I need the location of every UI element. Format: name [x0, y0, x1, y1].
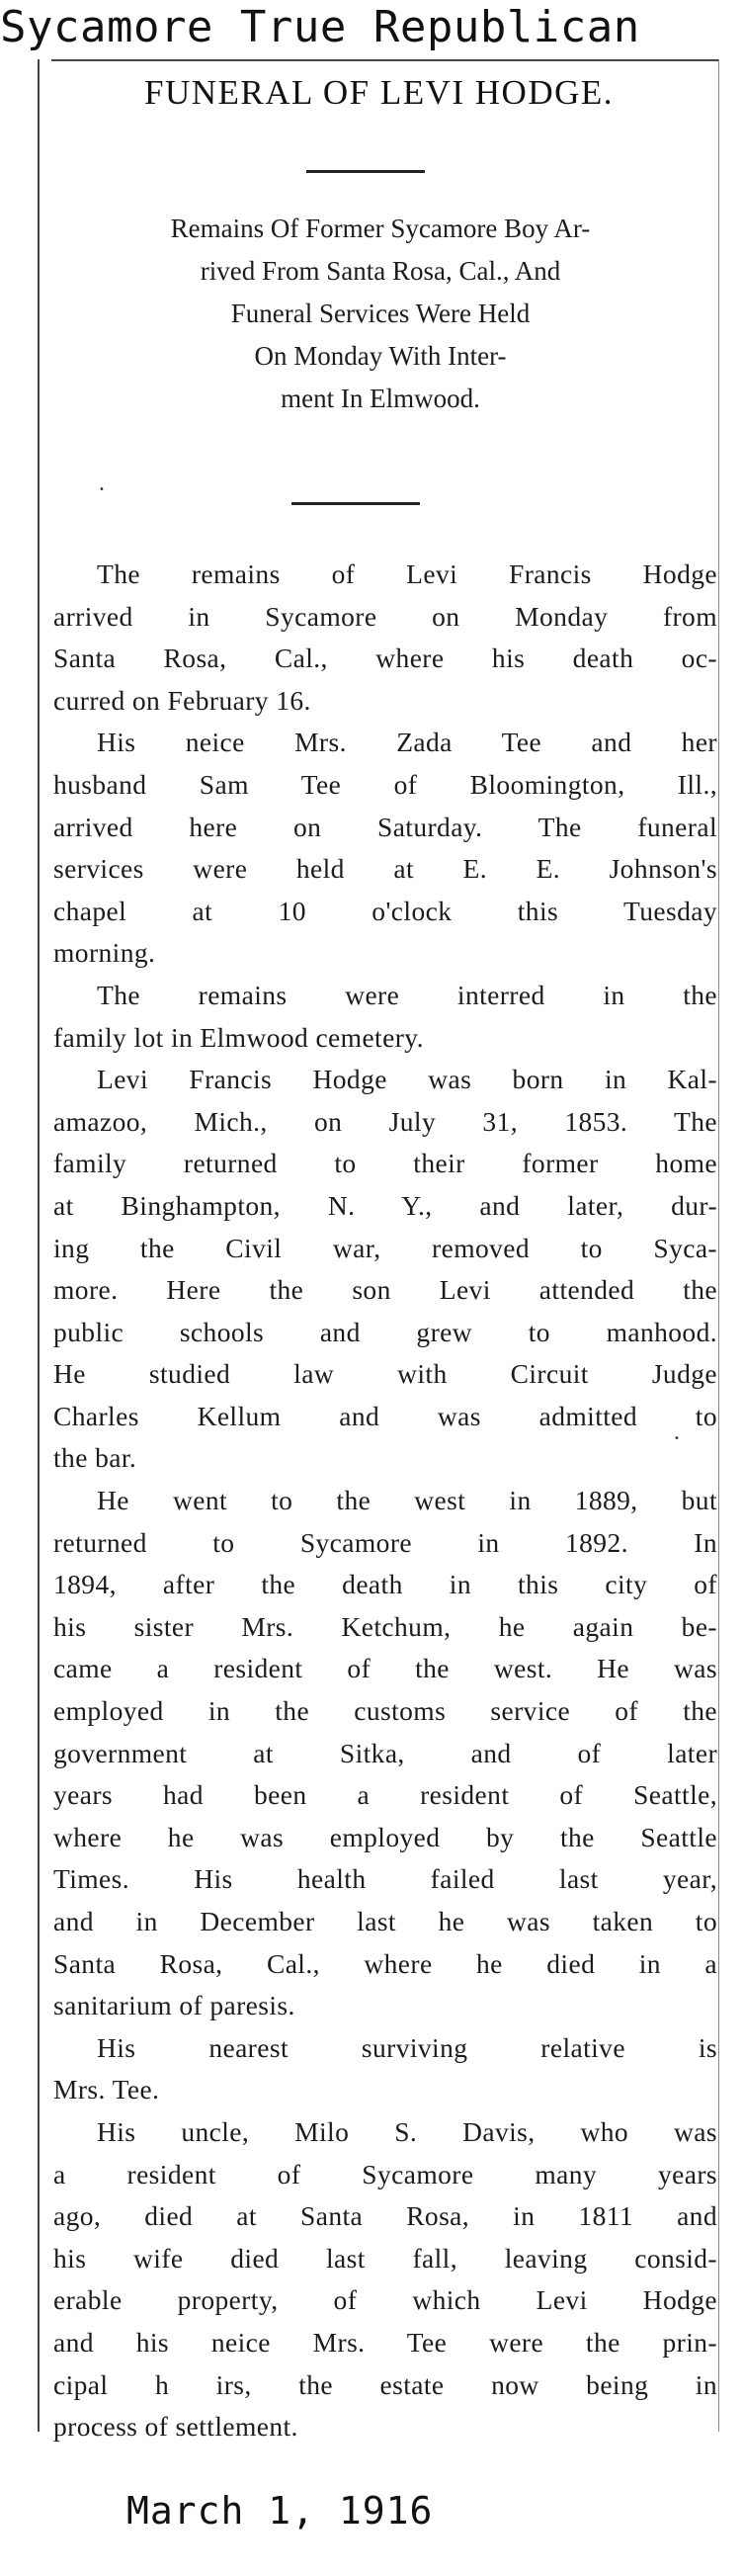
- print-speck: •: [674, 1433, 680, 1444]
- deck-line: On Monday With Inter-: [254, 341, 507, 371]
- article-line: family lot in Elmwood cemetery.: [53, 1021, 424, 1053]
- article-line: public schools and grew to manhood.: [53, 1316, 717, 1347]
- article-line: the bar.: [53, 1442, 137, 1474]
- article-line: morning.: [53, 937, 156, 969]
- deck: [40, 208, 721, 420]
- article-line: husband Sam Tee of Bloomington, Ill.,: [53, 768, 717, 800]
- article-line: at Binghampton, N. Y., and later, dur-: [53, 1189, 717, 1221]
- article-line: His neice Mrs. Zada Tee and her: [97, 727, 717, 758]
- article-line: He studied law with Circuit Judge: [53, 1358, 717, 1390]
- clipping-top-border: [51, 59, 718, 61]
- article-line: years had been a resident of Seattle,: [53, 1779, 717, 1811]
- article-line: Times. His health failed last year,: [53, 1863, 717, 1895]
- article-line: came a resident of the west. He was: [53, 1653, 717, 1684]
- article-line: arrived here on Saturday. The funeral: [53, 811, 717, 842]
- deck-line: Remains Of Former Sycamore Boy Ar-: [170, 214, 591, 243]
- article-line: where he was employed by the Seattle: [53, 1821, 717, 1852]
- publication-date: March 1, 1916: [126, 2489, 434, 2533]
- article-line: chapel at 10 o'clock this Tuesday: [53, 895, 717, 926]
- article-line: returned to Sycamore in 1892. In: [53, 1526, 717, 1558]
- article-line: 1894, after the death in this city of: [53, 1569, 717, 1600]
- article-line: Santa Rosa, Cal., where his death oc-: [53, 643, 717, 674]
- article-line: erable property, of which Levi Hodge: [53, 2284, 717, 2316]
- article-line: amazoo, Mich., on July 31, 1853. The: [53, 1105, 717, 1137]
- article-line: cipal h irs, the estate now being in: [53, 2368, 717, 2400]
- article-line: ing the Civil war, removed to Syca-: [53, 1232, 717, 1263]
- article-line: his sister Mrs. Ketchum, he again be-: [53, 1610, 717, 1642]
- article-line: Levi Francis Hodge was born in Kal-: [97, 1064, 717, 1095]
- article-line: His nearest surviving relative is: [97, 2031, 717, 2063]
- article-line: more. Here the son Levi attended the: [53, 1274, 717, 1306]
- article-line: curred on February 16.: [53, 684, 311, 716]
- article-line: He went to the west in 1889, but: [97, 1485, 717, 1516]
- article-line: arrived in Sycamore on Monday from: [53, 600, 717, 632]
- deck-line: rived From Santa Rosa, Cal., And: [200, 256, 561, 286]
- deck-line: Funeral Services Were Held: [230, 299, 531, 328]
- article-line: his wife died last fall, leaving consid-: [53, 2242, 717, 2274]
- print-speck: •: [99, 484, 105, 495]
- article-line: services were held at E. E. Johnson's: [53, 853, 717, 885]
- article-line: and in December last he was taken to: [53, 1906, 717, 1936]
- article-line: The remains were interred in the: [97, 979, 717, 1010]
- article-line: process of settlement.: [53, 2411, 298, 2443]
- article-line: His uncle, Milo S. Davis, who was: [97, 2115, 717, 2147]
- article-line: a resident of Sycamore many years: [53, 2158, 717, 2190]
- headline: FUNERAL OF LEVI HODGE.: [143, 73, 614, 112]
- article-line: Mrs. Tee.: [53, 2074, 160, 2105]
- deck-line: ment In Elmwood.: [281, 384, 480, 413]
- article-line: Charles Kellum and was admitted to: [53, 1400, 717, 1431]
- article-body: [53, 554, 717, 2448]
- article-line: The remains of Levi Francis Hodge: [97, 558, 717, 589]
- article-line: family returned to their former home: [53, 1148, 717, 1179]
- article-line: employed in the customs service of the: [53, 1695, 717, 1727]
- article-line: government at Sitka, and of later: [53, 1737, 717, 1768]
- deck-rule: [291, 502, 420, 505]
- article-line: Santa Rosa, Cal., where he died in a: [53, 1947, 717, 1979]
- article-line: ago, died at Santa Rosa, in 1811 and: [53, 2200, 717, 2232]
- newspaper-clipping: [38, 59, 719, 2443]
- article-line: sanitarium of paresis.: [53, 1990, 295, 2021]
- headline-rule: [306, 170, 425, 173]
- masthead: Sycamore True Republican: [0, 2, 640, 52]
- article-line: and his neice Mrs. Tee were the prin-: [53, 2326, 717, 2358]
